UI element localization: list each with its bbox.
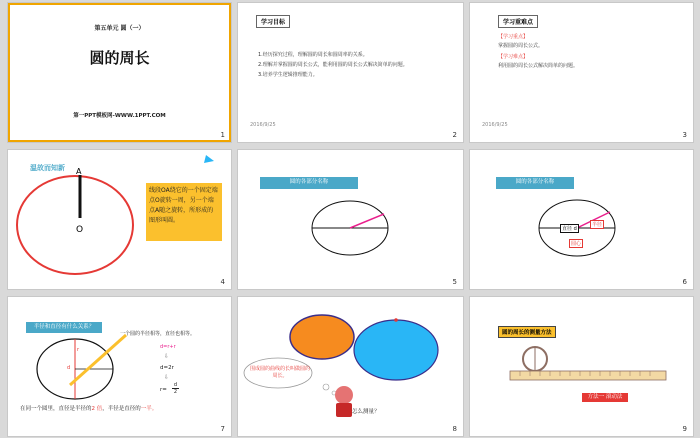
radius-line — [350, 214, 384, 228]
question-bar: 半径和直径有什么关系？ — [26, 322, 102, 333]
definition-box: 线段OA绕它的一个固定端点O旋转一周，另一个端点A随之旋转，所形成的图形叫圆。 — [146, 183, 222, 241]
radius-label: r — [77, 347, 80, 353]
center-tag: 圆心 — [571, 241, 582, 247]
diameter-label: d — [67, 365, 71, 371]
pencil-line — [70, 335, 126, 385]
arrow-down-icon-2: ⇩ — [164, 374, 170, 381]
slide-number: 2 — [452, 131, 457, 139]
slide-1-thumbnail[interactable] — [8, 3, 231, 142]
point-a-label: A — [76, 167, 82, 176]
ruler-illustration — [470, 297, 693, 436]
slide-number: 6 — [682, 278, 687, 286]
footer-text: 第一PPT模板网-WWW.1PPT.COM — [73, 113, 166, 119]
slide-3-thumbnail[interactable] — [470, 3, 693, 142]
rolling-method-tag: 方法一 滚动法 — [582, 393, 628, 402]
fraction-denominator: 2 — [173, 389, 178, 395]
section-header: 学习目标 — [256, 15, 290, 28]
measure-question: 怎么测量？ — [352, 409, 380, 415]
slide-number: 5 — [452, 278, 457, 286]
slide-number: 4 — [220, 278, 225, 286]
review-title: 温故而知新 — [30, 164, 65, 172]
method-header: 圆的周长的测量方法 — [498, 326, 556, 338]
slide-8-thumbnail[interactable] — [238, 297, 463, 436]
start-point — [394, 318, 398, 322]
fraction — [172, 382, 179, 395]
conclusion-part-2: ，半径是直径的 — [102, 406, 141, 412]
conclusion-highlight-1: 2 倍 — [91, 406, 103, 412]
difficulty-text: 利用圆的周长公式解决简单的问题。 — [498, 63, 579, 69]
bird-icon — [204, 155, 214, 163]
formula-3: r= — [160, 387, 167, 393]
girl-icon — [335, 386, 353, 404]
ruler — [510, 371, 666, 380]
orange-circle — [290, 315, 354, 359]
key-point-label: 【学习重点】 — [498, 34, 529, 40]
arrow-down-icon-1: ⇩ — [164, 353, 170, 360]
conclusion-text — [20, 404, 225, 412]
goal-line-1: 1.经历探究过程，理解圆的周长和圆周率的关系。 — [258, 52, 368, 58]
girl-body — [336, 403, 352, 417]
slide-number: 8 — [452, 425, 457, 433]
radius-diameter-diagram — [8, 297, 231, 436]
goal-line-2: 2.理解并掌握圆的周长公式，能利用圆的周长公式解决简单的问题。 — [258, 62, 408, 68]
point-o-label: O — [76, 225, 84, 235]
slide-number: 7 — [220, 425, 225, 433]
key-point-text: 掌握圆的周长公式。 — [498, 43, 544, 49]
section-bar: 圆的各部分名称 — [496, 177, 574, 189]
fraction-numerator: d — [173, 382, 178, 388]
slide-date: 2016/9/25 — [250, 122, 276, 128]
circle-parts-diagram — [238, 150, 463, 289]
circle-parts-diagram — [470, 150, 693, 289]
section-bar: 圆的各部分名称 — [260, 177, 358, 189]
diameter-tag: 直径 d — [562, 226, 577, 232]
slide-9-thumbnail[interactable] — [470, 297, 693, 436]
radius-tag: 半径 — [592, 222, 603, 228]
slide-title: 圆的周长 — [89, 49, 150, 67]
slide-7-thumbnail[interactable] — [8, 297, 231, 436]
conclusion-part-1: 在同一个圆里，直径是半径的 — [20, 406, 92, 412]
slide-number: 1 — [220, 131, 225, 139]
difficulty-label: 【学习难点】 — [498, 54, 529, 60]
cyan-circle — [354, 320, 438, 380]
red-circle — [17, 176, 133, 274]
section-header: 学习重难点 — [498, 15, 538, 28]
equal-note: 一个圆的半径相等，直径也相等。 — [120, 331, 196, 337]
formula-2: d=2r — [160, 365, 174, 371]
unit-subtitle: 第五单元 圆（一） — [94, 25, 145, 32]
slide-date: 2016/9/25 — [482, 122, 508, 128]
slide-number: 9 — [682, 425, 687, 433]
slide-4-thumbnail[interactable] — [8, 150, 231, 289]
bubble-text: 围成圆的曲线的长叫做圆的周长。 — [250, 366, 311, 379]
slide-number: 3 — [682, 131, 687, 139]
conclusion-highlight-2: 一半。 — [140, 406, 158, 412]
slide-5-thumbnail[interactable] — [238, 150, 463, 289]
slide-2-thumbnail[interactable] — [238, 3, 463, 142]
slide-6-thumbnail[interactable] — [470, 150, 693, 289]
goal-line-3: 3.培养学生逻辑推理能力。 — [258, 72, 318, 78]
formula-1: d=r+r — [160, 344, 176, 350]
